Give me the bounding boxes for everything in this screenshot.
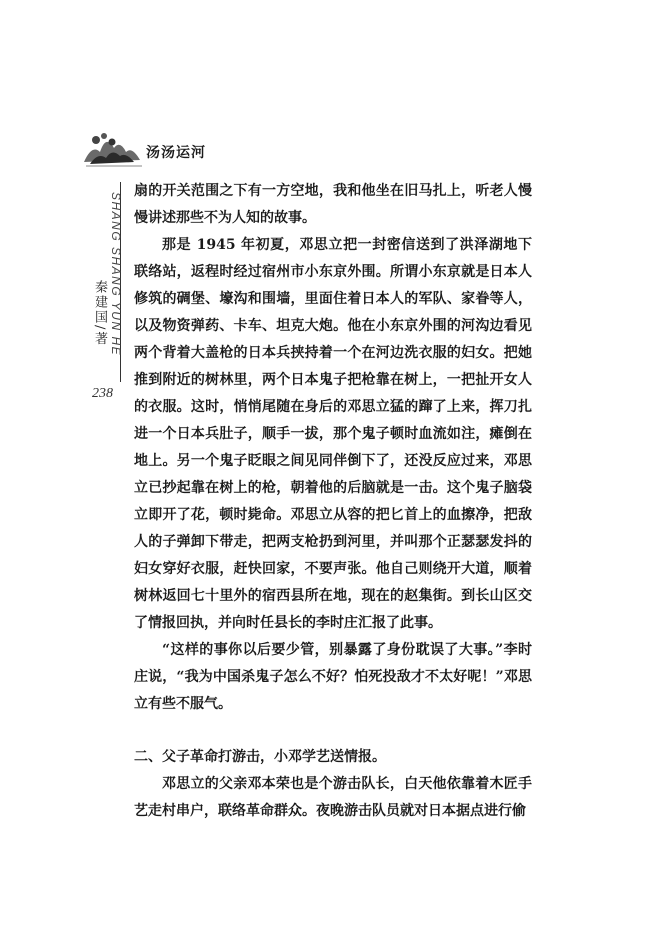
book-title: 汤汤运河: [146, 145, 206, 161]
running-header: [82, 122, 282, 172]
pinyin-title: SHANG SHANG YUN HE: [109, 192, 123, 357]
paragraph: 扇的开关范围之下有一方空地，我和他坐在旧马扎上，听老人慢慢讲述那些不为人知的故事。: [134, 183, 532, 226]
section-heading: 二、父子革命打游击，小邓学艺送情报。: [134, 749, 386, 765]
body-text: [134, 178, 532, 825]
author-credit: 秦建国/著: [92, 280, 107, 347]
paragraph: “这样的事你以后要少管，别暴露了身份耽误了大事。”李时庄说，“我为中国杀鬼子怎么不好？怕死投敌才不太好呢！”邓思立有些不服气。: [134, 642, 532, 712]
ink-landscape-icon: [82, 122, 144, 168]
paragraph: 那是 1945 年初夏，邓思立把一封密信送到了洪泽湖地下联络站，返程时经过宿州市小东京外围。所谓小东京就是日本人修筑的碉堡、壕沟和围墙，里面住着日本人的军队、家眷等人，以及物资弹药、卡车、坦克大炮。他在小东京外围的河沟边看见两个背着大盖枪的日本兵挟持着一个在河边洗衣服的妇女。把她推到附近的树林里，两个日本鬼子把枪靠在树上，一把扯开女人的衣服。这时，悄悄尾随在身后的邓思立猛的蹿了上来，挥刀扎进一个日本兵肚子，顺手一拔，那个鬼子顿时血流如注，瘫倒在地上。另一个鬼子眨眼之间见同伴倒下了，还没反应过来，邓思立已抄起靠在树上的枪，朝着他的后脑就是一击。这个鬼子脑袋立即开了花，顿时毙命。邓思立从容的把匕首上的血擦净，把敌人的子弹卸下带走，把两支枪扔到河里，并叫那个正瑟瑟发抖的妇女穿好衣服，赶快回家，不要声张。他自己则绕开大道，顺着树林返回七十里外的宿西县所在地，现在的赵集街。到长山区交了情报回执，并向时任县长的李时庄汇报了此事。: [134, 237, 532, 631]
margin-column: [86, 182, 128, 382]
paragraph: 邓思立的父亲邓本荣也是个游击队长，白天他依靠着木匠手艺走村串户，联络革命群众。夜晚游击队员就对日本据点进行偷: [134, 776, 532, 819]
page-number: 238: [92, 386, 113, 401]
